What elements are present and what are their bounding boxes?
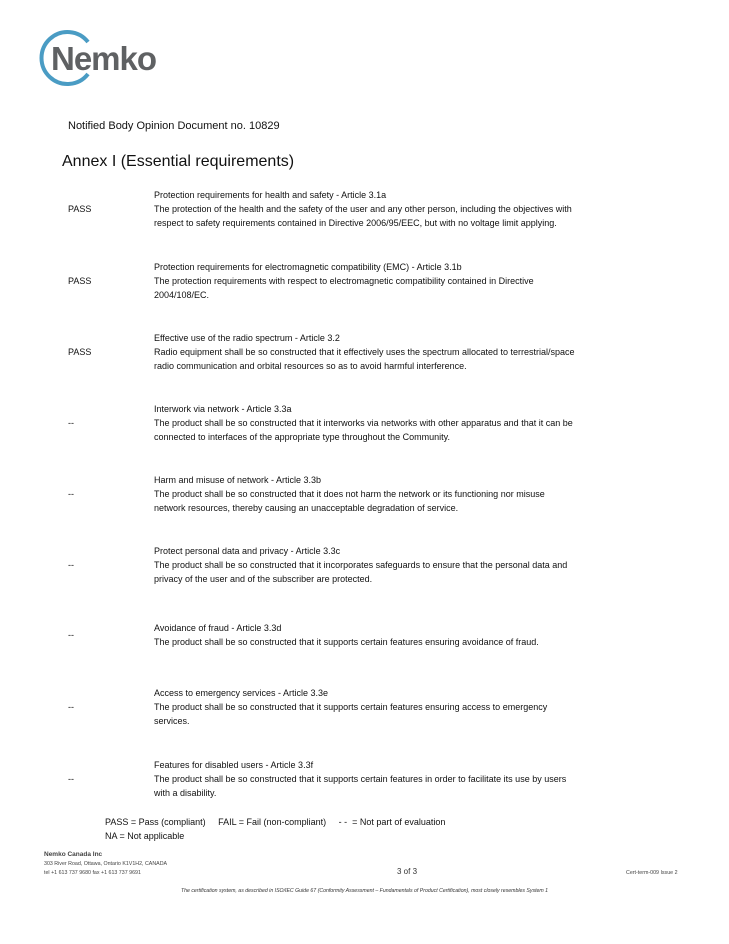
requirement-title: Features for disabled users - Article 3.3f <box>154 760 314 770</box>
requirement-description-line: The product shall be so constructed that it does not harm the network or its functioning nor misuse <box>154 489 545 499</box>
footer-company: Nemko Canada Inc <box>44 851 103 858</box>
requirement-status: -- <box>68 630 74 640</box>
requirement-body <box>154 544 567 586</box>
requirement-description-line: connected to interfaces of the appropriate type throughout the Community. <box>154 432 451 442</box>
requirement-title: Protect personal data and privacy - Article 3.3c <box>154 546 341 556</box>
requirement-body <box>154 260 534 302</box>
requirement-title: Access to emergency services - Article 3.3e <box>154 688 329 698</box>
requirement-body <box>154 473 545 515</box>
requirement-description-line: services. <box>154 716 190 726</box>
legend-line-2: NA = Not applicable <box>105 831 185 841</box>
requirement-body <box>154 331 575 373</box>
requirement-description-line: The protection of the health and the safety of the user and any other person, including the objectives with <box>154 204 572 214</box>
requirement-title: Protection requirements for electromagnetic compatibility (EMC) - Article 3.1b <box>154 262 462 272</box>
requirement-status: -- <box>68 489 74 499</box>
requirement-description-line: respect to safety requirements contained in Directive 2006/95/EEC, but with no voltage limit applying. <box>154 218 557 228</box>
requirement-description-line: The product shall be so constructed that it supports certain features in order to facilitate its use by users <box>154 774 567 784</box>
requirement-description-line: Radio equipment shall be so constructed that it effectively uses the spectrum allocated to terrestrial/space <box>154 347 575 357</box>
nemko-logo <box>36 28 166 88</box>
certification-note: The certification system, as described in ISO/IEC Guide 67 (Conformity Assessment – Fundamentals of Product Certification), most closely resembles System 1 <box>180 888 549 894</box>
requirement-description-line: The product shall be so constructed that it supports certain features ensuring access to emergency <box>154 702 548 712</box>
requirement-description-line: radio communication and orbital resources so as to avoid harmful interference. <box>154 361 467 371</box>
form-code: Cert-term-009 Issue 2 <box>626 870 678 876</box>
requirement-description-line: The product shall be so constructed that it interworks via networks with other apparatus and that it can be <box>154 418 573 428</box>
requirement-title: Avoidance of fraud - Article 3.3d <box>154 623 282 633</box>
requirement-description-line: The product shall be so constructed that it incorporates safeguards to ensure that the personal data and <box>154 560 568 570</box>
requirement-status: PASS <box>68 204 92 214</box>
requirement-status: -- <box>68 560 74 570</box>
legend <box>105 815 445 843</box>
requirement-body <box>154 758 566 800</box>
requirement-description-line: with a disability. <box>154 788 217 798</box>
legend-line-1: PASS = Pass (compliant) FAIL = Fail (non-compliant) - - = Not part of evaluation <box>105 817 446 827</box>
requirement-description-line: 2004/108/EC. <box>154 290 210 300</box>
requirement-body <box>154 188 572 230</box>
requirement-status: PASS <box>68 276 92 286</box>
requirement-title: Interwork via network - Article 3.3a <box>154 404 292 414</box>
annex-title: Annex I (Essential requirements) <box>62 153 295 170</box>
requirement-status: -- <box>68 418 74 428</box>
requirement-status: -- <box>68 702 74 712</box>
requirement-status: PASS <box>68 347 92 357</box>
requirement-description-line: network resources, thereby causing an unacceptable degradation of service. <box>154 503 459 513</box>
page-number: 3 of 3 <box>397 867 418 876</box>
requirement-description-line: privacy of the user and of the subscriber are protected. <box>154 574 373 584</box>
requirement-body <box>154 686 547 728</box>
document-number: Notified Body Opinion Document no. 10829 <box>68 120 280 132</box>
requirement-body <box>154 402 573 444</box>
requirement-title: Protection requirements for health and safety - Article 3.1a <box>154 190 387 200</box>
footer-address: 303 River Road, Ottawa, Ontario K1V1H2, CANADA <box>44 861 168 867</box>
requirement-title: Effective use of the radio spectrum - Article 3.2 <box>154 333 340 343</box>
requirement-title: Harm and misuse of network - Article 3.3b <box>154 475 322 485</box>
requirement-description-line: The protection requirements with respect to electromagnetic compatibility contained in Directive <box>154 276 534 286</box>
requirement-status: -- <box>68 774 74 784</box>
logo-text: Nemko <box>51 40 157 77</box>
requirement-description-line: The product shall be so constructed that it supports certain features ensuring avoidance of fraud. <box>154 637 539 647</box>
footer-contact: tel +1 613 737 9680 fax +1 613 737 9691 <box>44 870 141 876</box>
requirement-body <box>154 621 539 649</box>
